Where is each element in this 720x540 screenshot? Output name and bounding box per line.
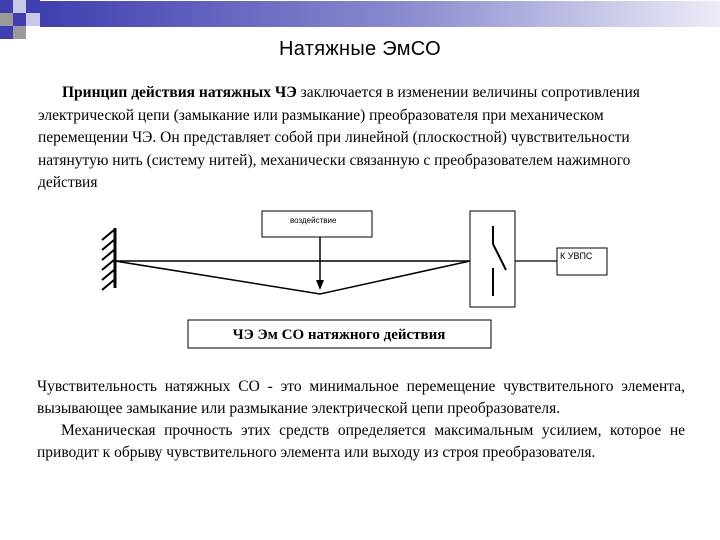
decor-square bbox=[13, 13, 26, 26]
diagram-caption: ЧЭ Эм СО натяжного действия bbox=[232, 327, 446, 343]
sensitivity-paragraph: Чувствительность натяжных СО - это минимальное перемещение чувствительного элемента, вызывающее замыкание или размыкание электрической цепи преобразователя. bbox=[37, 378, 685, 417]
force-label: воздействие bbox=[290, 216, 337, 225]
deflected-wire bbox=[115, 261, 470, 294]
decor-square bbox=[13, 0, 26, 13]
intro-lead: Принцип действия натяжных ЧЭ bbox=[62, 84, 297, 101]
output-label: К УВПС bbox=[560, 251, 593, 261]
decor-square bbox=[0, 0, 13, 13]
decor-square bbox=[26, 13, 40, 26]
slide-title: Натяжные ЭмСО bbox=[279, 38, 441, 60]
intro-paragraph bbox=[38, 82, 688, 195]
schematic-diagram bbox=[0, 205, 720, 365]
strength-paragraph: Механическая прочность этих средств определяется максимальным усилием, которое не приводит к обрыву чувствительного элемента или выходу из строя преобразователя. bbox=[37, 422, 685, 461]
decor-stripe bbox=[40, 1, 720, 27]
intro-text: заключается в изменении величины сопротивления электрической цепи (замыкание или размыкание) преобразователя при механическом перемещении ЧЭ. Он представляет собой при линейной (плоскостной) чувствительности натянутую нить (систему нитей), механически связанную с преобразователем нажимного действия bbox=[38, 84, 640, 191]
body-text bbox=[37, 376, 685, 464]
decor-square bbox=[0, 13, 13, 26]
wall-hatching bbox=[102, 230, 114, 290]
decor-square bbox=[26, 0, 40, 13]
force-arrow-head bbox=[316, 280, 324, 290]
